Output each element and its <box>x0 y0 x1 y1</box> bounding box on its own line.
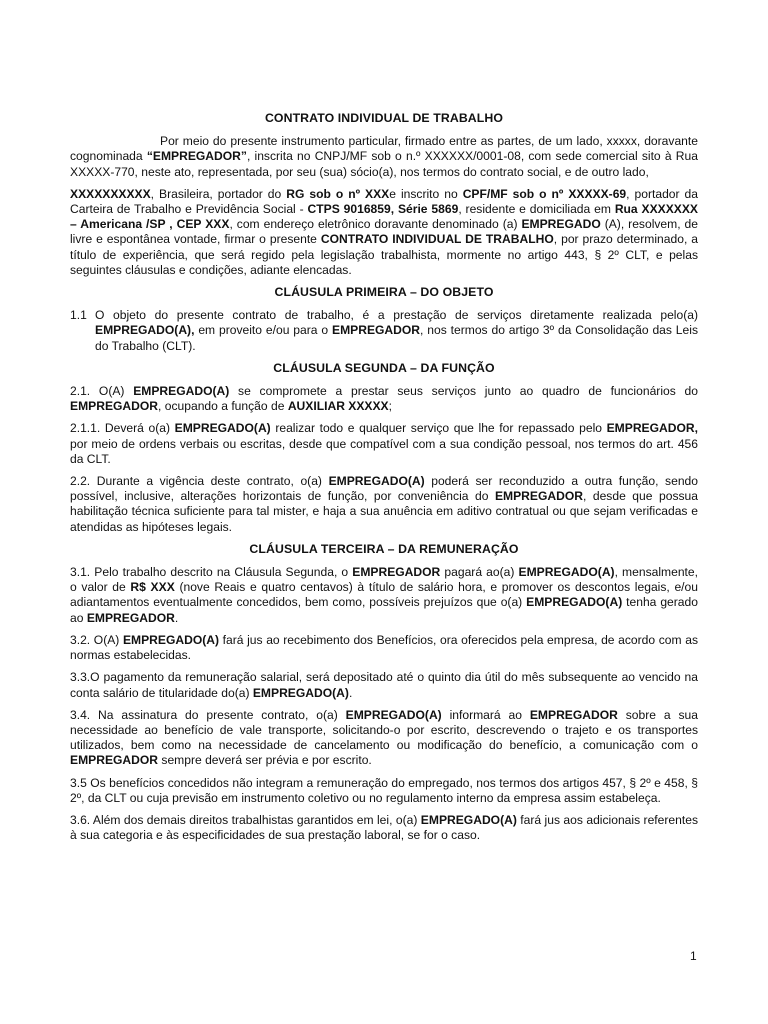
text-run: . <box>348 685 353 700</box>
text-run: e inscrito no <box>389 186 463 201</box>
text-run: , inscrita no CNPJ/MF sob o n.º XXXXXX/0001-08, com sede comercial sito à Rua XXXXX-770, neste ato, representada, por seu (sua) sócio(a), nos termos do contrato social, e de outro lado, <box>70 149 698 179</box>
text-run: , nos termos do artigo 3º da Consolidação das Leis do Trabalho (CLT). <box>95 323 698 353</box>
text-run: fará jus ao recebimento dos Benefícios, ora oferecidos pela empresa, de acordo com as normas estabelecidas. <box>70 632 698 663</box>
clause-2-2 <box>70 474 698 535</box>
bold-run: EMPREGADOR <box>529 707 618 722</box>
text-run: em proveito e/ou para o <box>194 323 332 338</box>
text-run: se compromete a prestar seus serviços junto ao quadro de funcionários do <box>229 384 698 399</box>
text-run: 2.1. O(A) <box>70 384 134 399</box>
bold-run: EMPREGADO(A), <box>95 323 195 338</box>
bold-run: EMPREGADO <box>521 217 601 232</box>
clause-2-1 <box>70 384 698 414</box>
text-run: poderá ser reconduzido a outra função, sendo possível, inclusive, alterações horizontais de função, por conveniência do <box>70 474 699 504</box>
bold-run: RG sob o nº XXX <box>286 186 390 201</box>
clause-3-6 <box>70 813 698 843</box>
text-run: . <box>174 610 179 625</box>
bold-run: EMPREGADO(A) <box>526 595 623 610</box>
bold-run: Rua XXXXXXX – Americana /SP , CEP XXX <box>70 202 698 232</box>
contract-page <box>70 111 698 850</box>
text-run: por meio de ordens verbais ou escritas, desde que compatível com a sua condição pessoal, nos termos do art. 456 da CLT. <box>70 436 698 466</box>
bold-run: EMPREGADO(A) <box>174 421 271 436</box>
text-run: O objeto do presente contrato de trabalho, é a prestação de serviços diretamente realizada pelo(a) <box>95 308 698 323</box>
clause-3-3 <box>70 670 698 700</box>
text-run: 3.5 Os benefícios concedidos não integram a remuneração do empregado, nos termos dos artigos 457, § 2º e 458, § 2º, da CLT ou cuja previsão em instrumento coletivo ou no regulamento interno da empresa assim estabeleça. <box>70 775 698 805</box>
text-run: 3.1. Pelo trabalho descrito na Cláusula Segunda, o <box>70 565 353 580</box>
bold-run: EMPREGADO(A) <box>420 812 517 827</box>
bold-run: EMPREGADOR <box>494 489 583 504</box>
bold-run: EMPREGADOR <box>70 753 159 768</box>
bold-run: EMPREGADOR, <box>606 421 698 436</box>
clause-3-4 <box>70 708 698 769</box>
bold-run: EMPREGADOR <box>70 399 159 414</box>
text-run: , com endereço eletrônico doravante denominado (a) <box>229 217 522 232</box>
clause-3-1 <box>70 565 698 626</box>
text-run: 2.1.1. Deverá o(a) <box>70 421 175 436</box>
bold-run: R$ XXX <box>130 580 175 595</box>
text-run: (nove Reais e quatro centavos) à título de salário hora, e promover os descontos legais, e/ou adiantamentos eventualmente concedidos, bem como, possíveis prejuízos que o(a) <box>70 580 698 610</box>
text-run: sobre a sua necessidade ao benefício de vale transporte, solicitando-o por escrito, descrevendo o trajeto e os transportes utilizados, bem como na necessidade de cancelamento ou modificação do benefício, a comunicação com o <box>70 707 698 753</box>
bold-run: EMPREGADO(A) <box>518 565 615 580</box>
paragraph-employee <box>70 187 698 278</box>
text-run: informará ao <box>441 707 530 722</box>
clause-text <box>95 308 698 354</box>
clause-3-2 <box>70 633 698 663</box>
text-run: , Brasileira, portador do <box>150 186 287 201</box>
clause-2-title: CLÁUSULA SEGUNDA – DA FUNÇÃO <box>273 360 495 375</box>
text-run: , por prazo determinado, a título de experiência, que será regido pela legislação trabalhista, mormente no artigo 443, § 2º CLT, e pelas seguintes cláusulas e condições, adiante elencadas. <box>70 232 698 277</box>
text-run: ; <box>388 399 392 414</box>
bold-run: EMPREGADO(A) <box>122 632 220 647</box>
paragraph-employer <box>70 134 698 180</box>
page-number: 1 <box>690 949 697 963</box>
bold-run: CPF/MF sob o nº XXXXX-69 <box>462 186 627 201</box>
bold-run: AUXILIAR XXXXX <box>287 399 389 414</box>
bold-run: CTPS 9016859, Série 5869 <box>307 202 459 217</box>
bold-run: EMPREGADO(A) <box>328 474 425 489</box>
text-run: , residente e domiciliada em <box>458 202 615 217</box>
text-run: , portador da Carteira de Trabalho e Previdência Social - <box>70 186 698 217</box>
clause-1-title: CLÁUSULA PRIMEIRA – DO OBJETO <box>274 285 494 300</box>
bold-run: EMPREGADOR <box>86 610 175 625</box>
clause-2-1-1 <box>70 421 698 467</box>
text-run: 3.2. O(A) <box>70 632 123 647</box>
clause-number: 1.1 <box>70 308 87 323</box>
clause-3-5 <box>70 776 698 806</box>
text-run: Por meio do presente instrumento particular, firmado entre as partes, de um lado, xxxxx, doravante cognominada <box>70 134 698 164</box>
bold-run: XXXXXXXXXX <box>70 186 151 201</box>
document-title: CONTRATO INDIVIDUAL DE TRABALHO <box>264 111 504 125</box>
clause-1-1 <box>70 308 698 354</box>
text-run: 2.2. Durante a vigência deste contrato, o(a) <box>70 474 329 489</box>
text-run: 3.4. Na assinatura do presente contrato, o(a) <box>70 707 346 722</box>
text-run: (A), resolvem, de livre e espontânea vontade, firmar o presente <box>70 217 699 247</box>
text-run: sempre deverá ser prévia e por escrito. <box>158 753 372 768</box>
text-run: fará jus aos adicionais referentes à sua categoria e às especificidades de sua prestação laboral, se for o caso. <box>70 812 698 843</box>
text-run: , mensalmente, o valor de <box>70 565 698 595</box>
text-run: 3.6. Além dos demais direitos trabalhistas garantidos em lei, o(a) <box>70 812 421 827</box>
bold-run: EMPREGADO(A) <box>345 707 442 722</box>
bold-run: “EMPREGADOR” <box>146 149 247 164</box>
text-run: tenha gerado ao <box>70 595 698 625</box>
text-run: , desde que possua habilitação técnica suficiente para tal mister, e haja a sua anuência em aditivo contratual ou que sejam verificadas e atendidas as hipóteses legais. <box>70 489 698 534</box>
bold-run: CONTRATO INDIVIDUAL DE TRABALHO <box>320 232 554 247</box>
text-run: , ocupando a função de <box>158 399 288 414</box>
text-run: realizar todo e qualquer serviço que lhe for repassado pelo <box>270 421 607 436</box>
bold-run: EMPREGADO(A) <box>252 685 349 700</box>
bold-run: EMPREGADOR <box>332 323 421 338</box>
text-run: pagará ao(a) <box>440 565 519 580</box>
clause-3-title: CLÁUSULA TERCEIRA – DA REMUNERAÇÃO <box>249 541 519 556</box>
bold-run: EMPREGADOR <box>352 565 441 580</box>
text-run: 3.3.O pagamento da remuneração salarial, será depositado até o quinto dia útil do mês subsequente ao vencido na conta salário de titularidade do(a) <box>70 670 698 700</box>
bold-run: EMPREGADO(A) <box>133 384 230 399</box>
